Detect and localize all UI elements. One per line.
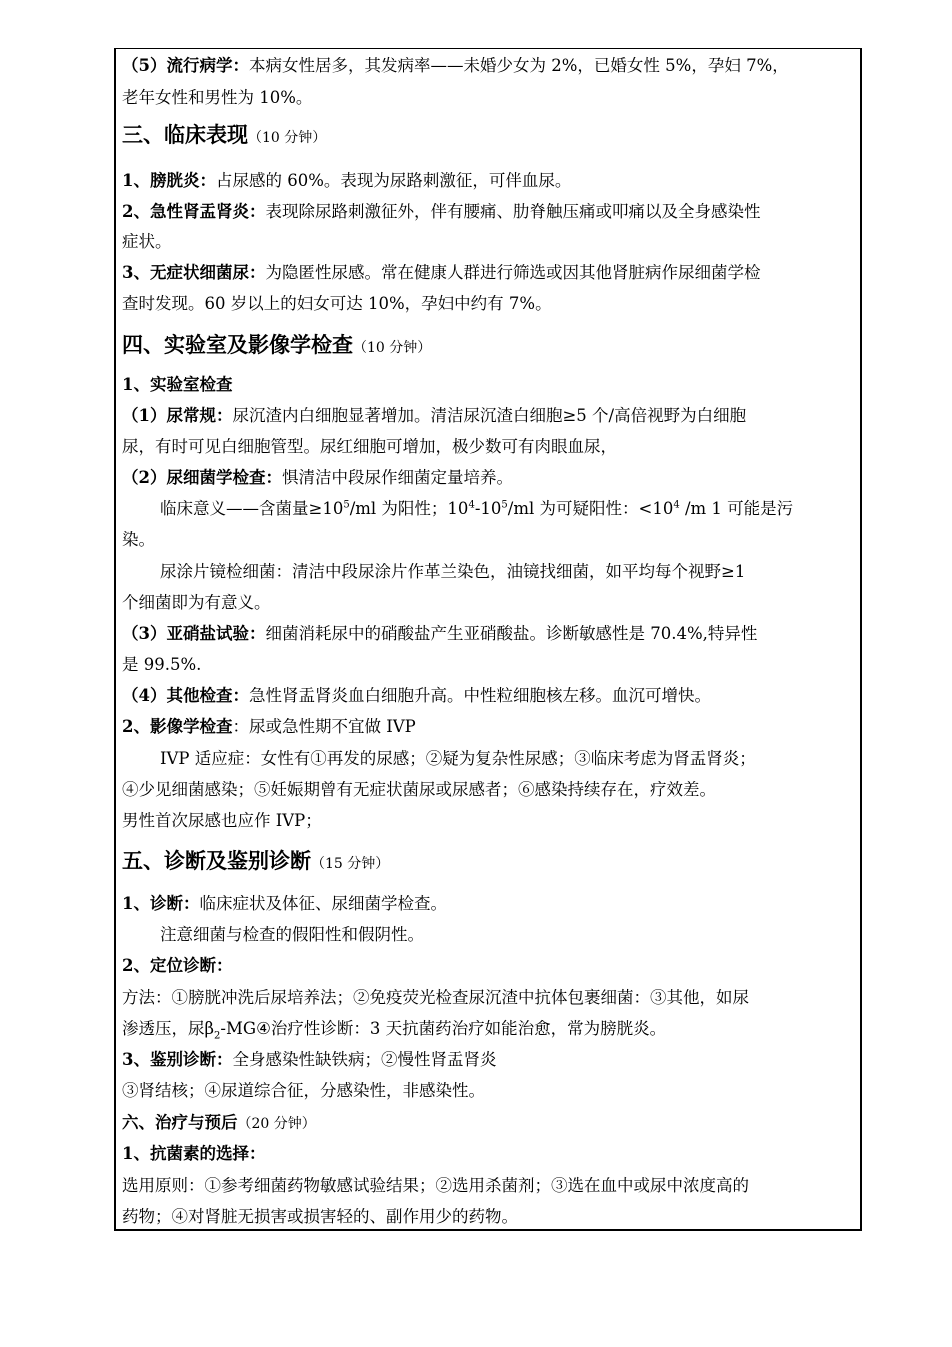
differential-label: 3、鉴别诊断： — [122, 1050, 233, 1069]
section-4-time: （10 分钟） — [353, 340, 432, 356]
section-3-time: （10 分钟） — [248, 130, 327, 146]
significance-text-a: 临床意义——含菌量≥10 — [160, 499, 344, 518]
ivp-indications-cont: ④少见细菌感染；⑤妊娠期曾有无症状菌尿或尿感者；⑥感染持续存在，疗效差。 — [122, 780, 716, 799]
imaging-text: ：尿或急性期不宜做 IVP — [232, 717, 416, 736]
significance-text-d: /ml 为可疑阳性：<10 — [507, 499, 674, 518]
section-3-title: 三、临床表现 — [122, 122, 248, 147]
section-5-title: 五、诊断及鉴别诊断 — [122, 848, 311, 873]
lab-exam-title: 1、实验室检查 — [122, 375, 233, 394]
cystitis-label: 1、膀胱炎： — [122, 171, 216, 190]
nitrite-line — [122, 623, 757, 645]
culture-line — [122, 467, 513, 489]
section-3-heading — [122, 124, 326, 149]
epidemiology-line — [122, 55, 789, 77]
localization-method: 方法：①膀胱冲洗后尿培养法；②免疫荧光检查尿沉渣中抗体包裹细菌：③其他，如尿 — [122, 988, 749, 1007]
diagnosis-note: 注意细菌与检查的假阳性和假阴性。 — [160, 925, 424, 944]
bacteriuria-cont: 查时发现。60 岁以上的妇女可达 10%，孕妇中约有 7%。 — [122, 294, 552, 313]
method-subscript: 2 — [214, 1030, 221, 1042]
imaging-label: 2、影像学检查 — [122, 717, 233, 736]
section-6-heading — [122, 1112, 316, 1135]
culture-text: 惧清洁中段尿作细菌定量培养。 — [281, 468, 513, 487]
pyelonephritis-text: 表现除尿路刺激征外，伴有腰痛、肋脊触压痛或叩痛以及全身感染性 — [265, 202, 761, 221]
ivp-indications-line: IVP 适应症：女性有①再发的尿感；②疑为复杂性尿感；③临床考虑为肾盂肾炎； — [160, 749, 756, 768]
epidemiology-cont: 老年女性和男性为 10%。 — [122, 88, 313, 107]
section-4-title: 四、实验室及影像学检查 — [122, 332, 353, 357]
urinalysis-line — [122, 405, 746, 427]
bacteriuria-label: 3、无症状细菌尿： — [122, 263, 266, 282]
pyelonephritis-label: 2、急性肾盂肾炎： — [122, 202, 266, 221]
urinalysis-cont: 尿，有时可见白细胞管型。尿红细胞可增加，极少数可有肉眼血尿， — [122, 437, 617, 456]
method-text-a: 渗透压，尿β — [122, 1019, 215, 1038]
section-5-time: （15 分钟） — [311, 856, 390, 872]
male-ivp-line: 男性首次尿感也应作 IVP； — [122, 811, 322, 830]
smear-line: 尿涂片镜检细菌：清洁中段尿涂片作革兰染色，油镜找细菌，如平均每个视野≥1 — [160, 562, 746, 581]
localization-title: 2、定位诊断： — [122, 956, 233, 975]
bacteriuria-line — [122, 262, 760, 284]
localization-method-cont — [122, 1018, 666, 1040]
significance-text-b: /ml 为阳性；10 — [349, 499, 469, 518]
principle-cont: 药物；④对肾脏无损害或损害轻的、副作用少的药物。 — [122, 1207, 518, 1226]
method-text-b: -MG④治疗性诊断：3 天抗菌药治疗如能治愈，常为膀胱炎。 — [220, 1019, 667, 1038]
nitrite-label: （3）亚硝盐试验： — [122, 624, 266, 643]
section-6-title: 六、治疗与预后 — [122, 1113, 238, 1132]
cystitis-text: 占尿感的 60%。表现为尿路刺激征，可伴血尿。 — [215, 171, 572, 190]
smear-cont: 个细菌即为有意义。 — [122, 593, 271, 612]
antibiotic-title: 1、抗菌素的选择： — [122, 1144, 266, 1163]
pyelonephritis-cont: 症状。 — [122, 232, 172, 251]
significance-line — [160, 498, 793, 520]
significance-text-f: /m 1 可能是污 — [679, 499, 794, 518]
differential-text: 全身感染性缺铁病；②慢性肾盂肾炎 — [232, 1050, 497, 1069]
nitrite-text: 细菌消耗尿中的硝酸盐产生亚硝酸盐。诊断敏感性是 70.4%,特异性 — [265, 624, 758, 643]
significance-text-c: -10 — [474, 499, 502, 518]
other-exam-label: （4）其他检查： — [122, 686, 249, 705]
epidemiology-label: （5）流行病学： — [122, 56, 249, 75]
diagnosis-text: 临床症状及体征、尿细菌学检查。 — [199, 894, 447, 913]
imaging-line — [122, 716, 416, 738]
diagnosis-label: 1、诊断： — [122, 894, 200, 913]
significance-exp-4: 4 — [673, 499, 680, 511]
differential-cont: ③肾结核；④尿道综合征，分感染性，非感染性。 — [122, 1081, 485, 1100]
section-6-time: （20 分钟） — [237, 1116, 316, 1132]
cystitis-line — [122, 170, 571, 192]
other-exam-text: 急性肾盂肾炎血白细胞升高。中性粒细胞核左移。血沉可增快。 — [248, 686, 711, 705]
section-4-heading — [122, 334, 431, 359]
significance-exp-2: 4 — [468, 499, 475, 511]
pyelonephritis-line — [122, 201, 760, 223]
epidemiology-text: 本病女性居多，其发病率——未婚少女为 2%，已婚女性 5%，孕妇 7%， — [248, 56, 789, 75]
other-exam-line — [122, 685, 711, 707]
urinalysis-text: 尿沉渣内白细胞显著增加。清洁尿沉渣白细胞≥5 个/高倍视野为白细胞 — [232, 406, 747, 425]
differential-line — [122, 1049, 496, 1071]
significance-exp-3: 5 — [501, 499, 508, 511]
section-5-heading — [122, 850, 389, 875]
bacteriuria-text: 为隐匿性尿感。常在健康人群进行筛选或因其他肾脏病作尿细菌学检 — [265, 263, 761, 282]
culture-label: （2）尿细菌学检查： — [122, 468, 282, 487]
diagnosis-line — [122, 893, 447, 915]
significance-exp-1: 5 — [343, 499, 350, 511]
principle-line: 选用原则：①参考细菌药物敏感试验结果；②选用杀菌剂；③选在血中或尿中浓度高的 — [122, 1176, 749, 1195]
nitrite-cont: 是 99.5%. — [122, 655, 202, 674]
significance-cont: 染。 — [122, 530, 155, 549]
urinalysis-label: （1）尿常规： — [122, 406, 233, 425]
